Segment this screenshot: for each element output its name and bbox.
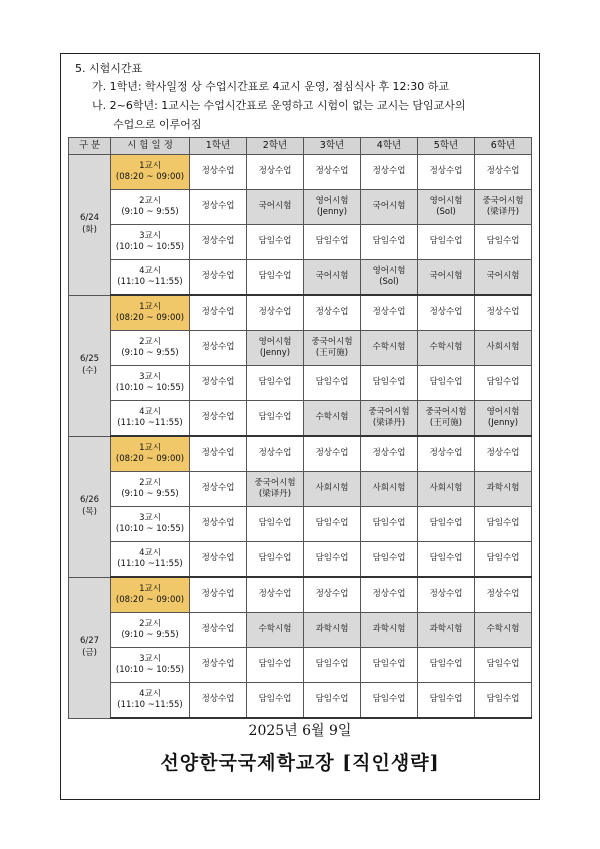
cell-subject: 정상수업	[486, 448, 520, 459]
cell-subject: 정상수업	[201, 236, 235, 247]
period-time: (9:10 ~ 9:55)	[121, 348, 179, 358]
period-time: (10:10 ~ 10:55)	[115, 665, 185, 675]
class-cell	[190, 331, 247, 366]
class-cell	[475, 648, 532, 683]
cell-teacher: (王可施)	[429, 418, 463, 428]
cell-subject: 담임수업	[372, 553, 406, 564]
cell-subject: 정상수업	[486, 589, 520, 600]
class-cell	[190, 225, 247, 260]
cell-subject: 중국어시험	[311, 336, 353, 347]
class-cell	[190, 401, 247, 437]
table-row	[69, 331, 532, 366]
class-cell	[247, 542, 304, 578]
cell-subject: 담임수업	[315, 236, 349, 247]
day-date: 6/24	[79, 213, 100, 224]
cell-subject: 수학시험	[486, 624, 520, 635]
period-cell	[111, 436, 190, 472]
day-weekday: (금)	[82, 647, 97, 658]
class-cell	[304, 577, 361, 613]
cell-subject: 정상수업	[201, 412, 235, 423]
period-name: 3교시	[139, 230, 161, 241]
table-row	[69, 366, 532, 401]
class-cell	[190, 542, 247, 578]
cell-subject: 정상수업	[201, 166, 235, 177]
exam-cell	[361, 401, 418, 437]
exam-cell	[475, 190, 532, 225]
header-cell: 1학년	[190, 138, 247, 155]
cell-teacher: (Jenny)	[316, 207, 348, 217]
period-name: 4교시	[139, 688, 161, 699]
exam-cell	[418, 190, 475, 225]
cell-teacher: (Sol)	[379, 277, 399, 287]
principal-signature: 선양한국국제학교장 [직인생략]	[160, 752, 440, 774]
cell-subject: 사회시험	[315, 483, 349, 494]
cell-subject: 담임수업	[429, 553, 463, 564]
cell-subject: 담임수업	[429, 659, 463, 670]
class-cell	[418, 542, 475, 578]
cell-subject: 담임수업	[429, 518, 463, 529]
class-cell	[190, 366, 247, 401]
cell-subject: 정상수업	[429, 589, 463, 600]
class-cell	[190, 507, 247, 542]
exam-cell	[247, 331, 304, 366]
period-time: (11:10 ~11:55)	[117, 559, 183, 569]
exam-cell	[418, 260, 475, 296]
class-cell	[190, 436, 247, 472]
class-cell	[304, 366, 361, 401]
day-date: 6/25	[79, 354, 100, 365]
cell-subject: 과학시험	[486, 483, 520, 494]
cell-subject: 정상수업	[201, 694, 235, 705]
table-row	[69, 648, 532, 683]
cell-subject: 중국어시험	[368, 406, 410, 417]
class-cell	[475, 155, 532, 190]
cell-subject: 영어시험	[429, 195, 463, 206]
exam-cell	[247, 613, 304, 648]
period-time: (10:10 ~ 10:55)	[115, 524, 185, 534]
class-cell	[361, 507, 418, 542]
class-cell	[190, 683, 247, 719]
period-cell	[111, 155, 190, 190]
table-row	[69, 542, 532, 578]
class-cell	[304, 542, 361, 578]
day-cell	[69, 436, 111, 577]
period-cell	[111, 190, 190, 225]
cell-subject: 정상수업	[372, 307, 406, 318]
period-time: (08:20 ~ 09:00)	[115, 313, 185, 323]
class-cell	[361, 648, 418, 683]
period-time: (9:10 ~ 9:55)	[121, 207, 179, 217]
day-weekday: (수)	[82, 365, 97, 376]
cell-subject: 담임수업	[372, 659, 406, 670]
class-cell	[304, 155, 361, 190]
header-cell: 4학년	[361, 138, 418, 155]
class-cell	[304, 507, 361, 542]
exam-cell	[475, 331, 532, 366]
period-name: 2교시	[139, 618, 161, 629]
table-row	[69, 472, 532, 507]
period-name: 4교시	[139, 547, 161, 558]
exam-cell	[304, 472, 361, 507]
issue-date: 2025년 6월 9일	[248, 723, 352, 739]
day-date: 6/27	[79, 636, 100, 647]
cell-subject: 과학시험	[372, 624, 406, 635]
class-cell	[361, 295, 418, 331]
cell-subject: 사회시험	[372, 483, 406, 494]
cell-teacher: (梁译丹)	[258, 489, 292, 499]
cell-subject: 정상수업	[201, 518, 235, 529]
cell-subject: 정상수업	[201, 589, 235, 600]
cell-subject: 정상수업	[315, 448, 349, 459]
class-cell	[190, 155, 247, 190]
cell-subject: 사회시험	[486, 342, 520, 353]
cell-subject: 과학시험	[315, 624, 349, 635]
exam-cell	[418, 613, 475, 648]
exam-cell	[247, 190, 304, 225]
exam-cell	[475, 401, 532, 437]
period-time: (11:10 ~11:55)	[117, 700, 183, 710]
cell-subject: 정상수업	[429, 448, 463, 459]
class-cell	[304, 436, 361, 472]
period-cell	[111, 613, 190, 648]
cell-subject: 정상수업	[315, 589, 349, 600]
period-time: (11:10 ~11:55)	[117, 418, 183, 428]
table-row	[69, 613, 532, 648]
class-cell	[304, 648, 361, 683]
class-cell	[475, 295, 532, 331]
day-weekday: (목)	[82, 506, 97, 517]
cell-subject: 정상수업	[486, 166, 520, 177]
period-cell	[111, 331, 190, 366]
class-cell	[361, 155, 418, 190]
cell-subject: 중국어시험	[425, 406, 467, 417]
cell-subject: 담임수업	[486, 694, 520, 705]
cell-subject: 정상수업	[201, 342, 235, 353]
exam-cell	[361, 331, 418, 366]
cell-subject: 담임수업	[258, 271, 292, 282]
cell-subject: 담임수업	[486, 518, 520, 529]
class-cell	[190, 577, 247, 613]
period-time: (08:20 ~ 09:00)	[115, 454, 185, 464]
cell-subject: 정상수업	[429, 307, 463, 318]
header-cell: 3학년	[304, 138, 361, 155]
exam-cell	[418, 331, 475, 366]
exam-cell	[361, 472, 418, 507]
class-cell	[475, 542, 532, 578]
period-cell	[111, 648, 190, 683]
cell-teacher: (Sol)	[436, 207, 456, 217]
cell-subject: 정상수업	[201, 271, 235, 282]
class-cell	[247, 401, 304, 437]
class-cell	[247, 225, 304, 260]
period-name: 3교시	[139, 512, 161, 523]
class-cell	[247, 436, 304, 472]
header-cell: 5학년	[418, 138, 475, 155]
note-grade2-6: 나. 2~6학년: 1교시는 수업시간표로 운영하고 시험이 없는 교시는 담임교사의	[92, 99, 466, 112]
class-cell	[418, 295, 475, 331]
cell-subject: 정상수업	[258, 448, 292, 459]
header-cell: 시 험 일 정	[111, 138, 190, 155]
class-cell	[361, 436, 418, 472]
period-name: 4교시	[139, 406, 161, 417]
period-cell	[111, 225, 190, 260]
cell-subject: 담임수업	[429, 694, 463, 705]
class-cell	[418, 648, 475, 683]
table-header-row	[69, 138, 532, 155]
exam-cell	[475, 260, 532, 296]
table-row	[69, 155, 532, 190]
cell-subject: 정상수업	[201, 483, 235, 494]
cell-subject: 수학시험	[429, 342, 463, 353]
class-cell	[475, 366, 532, 401]
cell-subject: 담임수업	[372, 518, 406, 529]
period-name: 2교시	[139, 195, 161, 206]
exam-cell	[304, 260, 361, 296]
table-row	[69, 401, 532, 437]
class-cell	[190, 613, 247, 648]
period-name: 1교시	[139, 442, 161, 453]
cell-subject: 정상수업	[201, 377, 235, 388]
cell-subject: 정상수업	[201, 624, 235, 635]
class-cell	[247, 295, 304, 331]
cell-subject: 영어시험	[258, 336, 292, 347]
cell-subject: 정상수업	[201, 201, 235, 212]
class-cell	[418, 577, 475, 613]
period-time: (08:20 ~ 09:00)	[115, 595, 185, 605]
class-cell	[247, 648, 304, 683]
cell-subject: 정상수업	[315, 307, 349, 318]
exam-cell	[475, 613, 532, 648]
day-date: 6/26	[79, 495, 100, 506]
period-cell	[111, 683, 190, 719]
class-cell	[304, 683, 361, 719]
cell-subject: 담임수업	[258, 659, 292, 670]
cell-subject: 영어시험	[486, 406, 520, 417]
period-name: 3교시	[139, 371, 161, 382]
cell-subject: 정상수업	[372, 166, 406, 177]
class-cell	[190, 472, 247, 507]
table-row	[69, 683, 532, 719]
period-time: (11:10 ~11:55)	[117, 277, 183, 287]
cell-subject: 수학시험	[372, 342, 406, 353]
class-cell	[475, 225, 532, 260]
class-cell	[247, 683, 304, 719]
class-cell	[190, 260, 247, 296]
table-row	[69, 507, 532, 542]
class-cell	[418, 683, 475, 719]
cell-teacher: (Jenny)	[487, 418, 519, 428]
cell-subject: 정상수업	[315, 166, 349, 177]
cell-teacher: (梁译丹)	[372, 418, 406, 428]
cell-subject: 담임수업	[429, 236, 463, 247]
period-name: 1교시	[139, 301, 161, 312]
exam-cell	[304, 331, 361, 366]
cell-subject: 정상수업	[258, 166, 292, 177]
cell-subject: 담임수업	[258, 236, 292, 247]
cell-subject: 정상수업	[258, 589, 292, 600]
class-cell	[475, 577, 532, 613]
header-cell: 6학년	[475, 138, 532, 155]
cell-subject: 정상수업	[372, 448, 406, 459]
cell-subject: 국어시험	[258, 201, 292, 212]
period-cell	[111, 401, 190, 437]
section-title: 5. 시험시간표	[75, 62, 143, 75]
cell-subject: 담임수업	[486, 553, 520, 564]
cell-subject: 정상수업	[201, 307, 235, 318]
class-cell	[247, 577, 304, 613]
period-name: 1교시	[139, 583, 161, 594]
table-row	[69, 436, 532, 472]
cell-subject: 사회시험	[429, 483, 463, 494]
period-cell	[111, 295, 190, 331]
cell-subject: 담임수업	[315, 659, 349, 670]
class-cell	[418, 436, 475, 472]
period-cell	[111, 507, 190, 542]
cell-subject: 정상수업	[201, 659, 235, 670]
day-weekday: (화)	[82, 224, 97, 235]
table-row	[69, 225, 532, 260]
note-grade2-6-cont: 수업으로 이루어짐	[113, 118, 202, 131]
cell-subject: 담임수업	[315, 694, 349, 705]
day-cell	[69, 577, 111, 718]
cell-subject: 담임수업	[486, 659, 520, 670]
period-name: 4교시	[139, 265, 161, 276]
period-name: 2교시	[139, 477, 161, 488]
day-cell	[69, 295, 111, 436]
header-cell: 2학년	[247, 138, 304, 155]
cell-teacher: (Jenny)	[259, 348, 291, 358]
cell-subject: 담임수업	[372, 377, 406, 388]
cell-subject: 과학시험	[429, 624, 463, 635]
header-cell: 구 분	[69, 138, 111, 155]
period-time: (08:20 ~ 09:00)	[115, 172, 185, 182]
class-cell	[304, 295, 361, 331]
cell-subject: 담임수업	[315, 553, 349, 564]
class-cell	[247, 155, 304, 190]
period-name: 3교시	[139, 653, 161, 664]
table-row	[69, 190, 532, 225]
cell-subject: 국어시험	[315, 271, 349, 282]
class-cell	[361, 577, 418, 613]
cell-subject: 담임수업	[258, 377, 292, 388]
class-cell	[190, 648, 247, 683]
table-row	[69, 295, 532, 331]
cell-subject: 국어시험	[429, 271, 463, 282]
period-time: (10:10 ~ 10:55)	[115, 383, 185, 393]
period-time: (10:10 ~ 10:55)	[115, 242, 185, 252]
cell-subject: 정상수업	[201, 448, 235, 459]
period-time: (9:10 ~ 9:55)	[121, 489, 179, 499]
cell-subject: 정상수업	[372, 589, 406, 600]
cell-subject: 담임수업	[258, 694, 292, 705]
table-row	[69, 577, 532, 613]
cell-subject: 정상수업	[429, 166, 463, 177]
exam-cell	[418, 401, 475, 437]
exam-cell	[304, 190, 361, 225]
class-cell	[418, 366, 475, 401]
cell-subject: 국어시험	[486, 271, 520, 282]
day-cell	[69, 155, 111, 296]
cell-subject: 정상수업	[258, 307, 292, 318]
cell-subject: 정상수업	[201, 553, 235, 564]
cell-subject: 영어시험	[372, 265, 406, 276]
period-cell	[111, 472, 190, 507]
exam-cell	[304, 401, 361, 437]
period-cell	[111, 260, 190, 296]
cell-subject: 담임수업	[486, 236, 520, 247]
class-cell	[304, 225, 361, 260]
cell-subject: 중국어시험	[254, 477, 296, 488]
schedule-body	[69, 155, 532, 719]
class-cell	[247, 507, 304, 542]
cell-subject: 담임수업	[486, 377, 520, 388]
class-cell	[475, 507, 532, 542]
cell-subject: 담임수업	[315, 377, 349, 388]
exam-cell	[361, 613, 418, 648]
class-cell	[361, 542, 418, 578]
cell-subject: 수학시험	[258, 624, 292, 635]
period-cell	[111, 577, 190, 613]
cell-subject: 정상수업	[486, 307, 520, 318]
class-cell	[418, 155, 475, 190]
class-cell	[475, 436, 532, 472]
cell-subject: 담임수업	[258, 518, 292, 529]
period-cell	[111, 366, 190, 401]
cell-subject: 중국어시험	[482, 195, 524, 206]
class-cell	[247, 260, 304, 296]
class-cell	[418, 507, 475, 542]
period-name: 1교시	[139, 160, 161, 171]
cell-subject: 국어시험	[372, 201, 406, 212]
exam-cell	[361, 260, 418, 296]
period-cell	[111, 542, 190, 578]
period-time: (9:10 ~ 9:55)	[121, 630, 179, 640]
class-cell	[190, 190, 247, 225]
cell-subject: 담임수업	[372, 694, 406, 705]
class-cell	[361, 225, 418, 260]
exam-cell	[304, 613, 361, 648]
note-grade1: 가. 1학년: 학사일정 상 수업시간표로 4교시 운영, 점심식사 후 12:30 하교	[92, 80, 450, 93]
exam-schedule-table	[68, 137, 532, 719]
cell-subject: 담임수업	[258, 553, 292, 564]
cell-teacher: (梁译丹)	[486, 207, 520, 217]
period-name: 2교시	[139, 336, 161, 347]
cell-subject: 담임수업	[429, 377, 463, 388]
class-cell	[475, 683, 532, 719]
exam-cell	[361, 190, 418, 225]
cell-subject: 담임수업	[372, 236, 406, 247]
class-cell	[247, 366, 304, 401]
class-cell	[361, 683, 418, 719]
class-cell	[361, 366, 418, 401]
class-cell	[190, 295, 247, 331]
exam-cell	[475, 472, 532, 507]
cell-teacher: (王可施)	[315, 348, 349, 358]
exam-cell	[247, 472, 304, 507]
table-row	[69, 260, 532, 296]
cell-subject: 수학시험	[315, 412, 349, 423]
exam-cell	[418, 472, 475, 507]
cell-subject: 담임수업	[258, 412, 292, 423]
cell-subject: 담임수업	[315, 518, 349, 529]
class-cell	[418, 225, 475, 260]
cell-subject: 영어시험	[315, 195, 349, 206]
